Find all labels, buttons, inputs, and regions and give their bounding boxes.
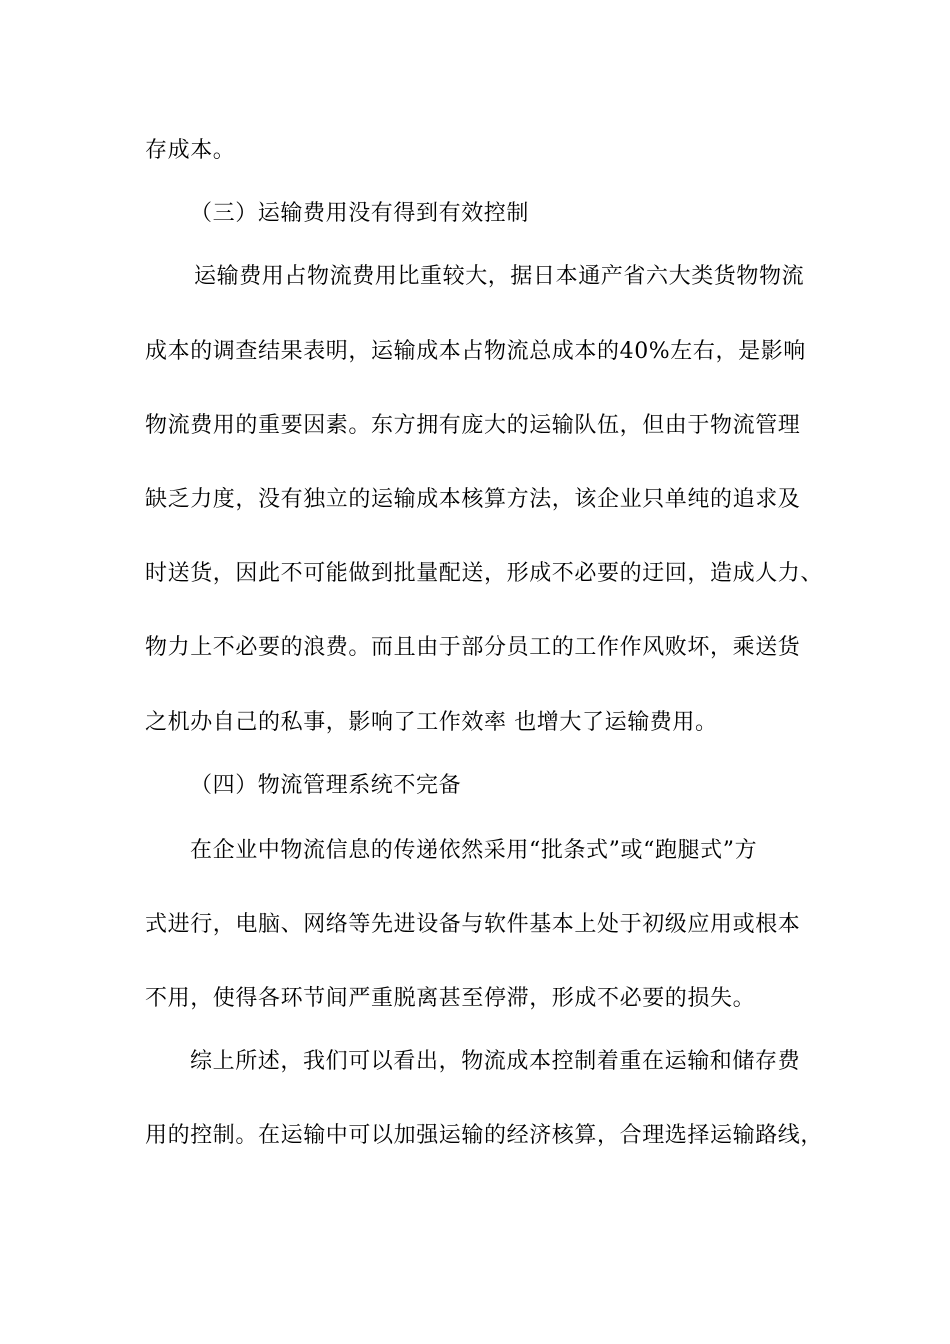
paragraph-line: 在企业中物流信息的传递依然采用“批条式”或“跑腿式”方 bbox=[190, 838, 758, 863]
paragraph-line: 式进行，电脑、网络等先进设备与软件基本上处于初级应用或根本 bbox=[145, 912, 801, 937]
section-heading-3: （三）运输费用没有得到有效控制 bbox=[190, 201, 530, 226]
paragraph-line: 缺乏力度，没有独立的运输成本核算方法，该企业只单纯的追求及 bbox=[145, 487, 801, 512]
section-heading-4: （四）物流管理系统不完备 bbox=[190, 773, 462, 798]
paragraph-line: 物力上不必要的浪费。而且由于部分员工的工作作风败坏，乘送货 bbox=[145, 635, 801, 660]
paragraph-line: 综上所述，我们可以看出，物流成本控制着重在运输和储存费 bbox=[190, 1049, 801, 1074]
paragraph-line: 物流费用的重要因素。东方拥有庞大的运输队伍，但由于物流管理 bbox=[145, 413, 801, 438]
paragraph-line: 之机办自己的私事，影响了工作效率 也增大了运输费用。 bbox=[145, 710, 718, 735]
paragraph-line: 时送货，因此不可能做到批量配送，形成不必要的迂回，造成人力、 bbox=[145, 561, 824, 586]
paragraph-line: 不用，使得各环节间严重脱离甚至停滞，形成不必要的损失。 bbox=[145, 986, 756, 1011]
paragraph-line-continuation: 存成本。 bbox=[145, 138, 236, 163]
paragraph-line: 用的控制。在运输中可以加强运输的经济核算，合理选择运输路线， bbox=[145, 1123, 824, 1148]
paragraph-line: 成本的调查结果表明，运输成本占物流总成本的40%左右，是影响 bbox=[145, 339, 806, 364]
paragraph-line: 运输费用占物流费用比重较大，据日本通产省六大类货物物流 bbox=[194, 264, 805, 289]
